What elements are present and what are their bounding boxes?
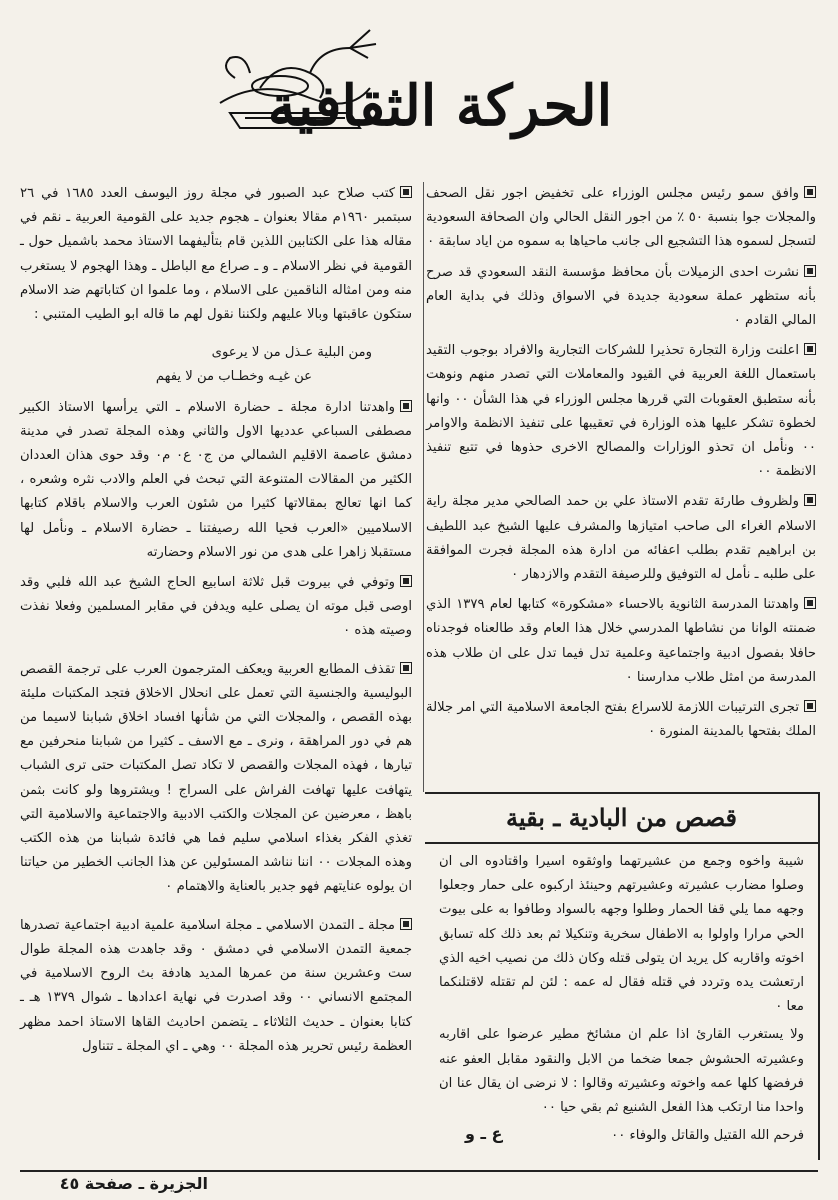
- news-item: [20, 658, 412, 900]
- verse-line: عن غيـه وخطـاب من لا يفهم: [155, 369, 312, 385]
- news-item-text: تجرى الترتيبات اللازمة للاسراع بفتح الجامعة الاسلامية التي امر جلالة الملك بفتحها بالمدينة المنورة ٠: [426, 700, 816, 740]
- news-item: [20, 914, 412, 1059]
- news-item: [426, 593, 816, 690]
- right-column: [426, 182, 816, 750]
- news-item-text: نشرت احدى الزميلات بأن محافظ مؤسسة النقد السعودي قد صرح بأنه ستظهر عملة سعودية جديدة في الاسواق وذلك في بداية العام المالي القادم ٠: [426, 264, 816, 329]
- square-bullet-icon: [804, 597, 816, 609]
- square-bullet-icon: [804, 343, 816, 355]
- news-item-text: مجلة ـ التمدن الاسلامي ـ مجلة اسلامية علمية ادبية اجتماعية تصدرها جمعية التمدن الاسلامي في دمشق ٠ وقد جاهدت هذه المجلة طوال ست وعشرين سنة من عمرها المديد هادفة بث الروح الاسلامية في المجتمع الانساني ٠٠ وقد اصدرت في نهاية اعدادها ـ شوال ١٣٧٩ هـ ـ كتابا بعنوان ـ حديث الثلاثاء ـ يتضمن احاديث القاها الاستاذ احمد مظهر العظمة رئيس تحرير هذه المجلة ٠٠ وهي ـ اي المجلة ـ تتناول: [20, 917, 413, 1054]
- square-bullet-icon: [400, 918, 412, 930]
- news-item-text: وافق سمو رئيس مجلس الوزراء على تخفيض اجور نقل الصحف والمجلات جوا بنسبة ٥٠ ٪ من اجور النقل الحالي وان الصحافة السعودية لتسجل لسموه هذا التشجيع الى جانب ماحياها به سموه من اياد سابقة ٠: [426, 186, 817, 250]
- news-item: [20, 571, 412, 644]
- story-box: [425, 792, 820, 1160]
- news-item-text: وتوفي في بيروت قبل ثلاثة اسابيع الحاج الشيخ عبد الله فلبي وقد اوصى قبل موته ان يصلى عليه ويدفن في مقابر المسلمين وفعلا نفذت وصيته هذه ٠: [20, 575, 412, 639]
- section-title: الحركة الثقافية: [267, 73, 613, 139]
- square-bullet-icon: [400, 400, 412, 412]
- story-signature: ع ـ و: [465, 1123, 503, 1143]
- square-bullet-icon: [804, 265, 816, 277]
- section-masthead: [200, 18, 660, 168]
- page-footer: [0, 1170, 838, 1200]
- square-bullet-icon: [400, 186, 412, 198]
- story-paragraph: فرحم الله القتيل والقاتل والوفاء ٠٠: [611, 1128, 804, 1144]
- news-item: [20, 396, 412, 565]
- news-item: [426, 490, 816, 587]
- poetry-verse: [20, 341, 412, 389]
- news-item: [20, 182, 412, 327]
- news-item: [426, 339, 816, 484]
- news-item-text: واهدتنا المدرسة الثانوية بالاحساء «مشكورة» كتابها لعام ١٣٧٩ الذي ضمنته الوانا من نشاطها المدرسي خلال هذا العام وقد طالعناه فوجدناه حافلا بفصول ادبية واجتماعية وعلمية تدل فيما تدل على ان طلاب هذه المدرسة من امثل طلاب مدارسنا ٠: [426, 597, 816, 685]
- news-item-text: تقذف المطابع العربية ويعكف المترجمون العرب على ترجمة القصص البوليسية والجنسية التي تعمل على انحلال الاخلاق فتجد المكتبات مليئة بهذه القصص ، والمجلات التي من شأنها افساد اخلاق شبابنا لاسيما من هم في دور المراهقة ، ونرى ـ مع الاسف ـ كثيرا من شبابنا منحرفين مع تيارها ، فهذه المجلات والقصص لا تكاد تصل المكتبات حتى ترى الشباب يتهافت عليها تهافت الفراش على السراج ! ويشتروها ولو كانت بثمن باهظ ، معرضين عن المجلات والكتب الادبية والاجتماعية والاسلامية التي تغذي الفكر بغذاء اسلامي سليم فما هي فائدة شبابنا من هذه الكتب وهذه المجلات ٠٠ اننا نناشد المسئولين عن هذا الجانب الخطير من حياتنا ان يولوه عنايتهم فهو جدير بالعناية والاهتمام ٠: [20, 661, 412, 895]
- news-item-text: واهدتنا ادارة مجلة ـ حضارة الاسلام ـ التي يرأسها الاستاذ الكبير مصطفى السباعي عدديها الاول والثاني وهذه المجلة تصدر في مدينة دمشق عاصمة الاقليم الشمالي من ج٠ ع٠ م٠ وقد حوى هذان العددان الكثير من المقالات المتنوعة التي تبحث في العلم والادب نثره وشعره ، كما انها تعالج بمقالاتها كثيرا من شئون العرب والاسلام باقلام كتابها الاسلاميين «العرب فحيا الله رصيفتنا ـ حضارة الاسلام ـ ونأمل لها مستقبلا زاهرا على هدى من نور الاسلام وحضارته: [20, 399, 413, 560]
- square-bullet-icon: [400, 662, 412, 674]
- page-number-label: الجزيرة ـ صفحة ٤٥: [59, 1174, 208, 1193]
- square-bullet-icon: [400, 575, 412, 587]
- square-bullet-icon: [804, 700, 816, 712]
- square-bullet-icon: [804, 494, 816, 506]
- news-item-text: كتب صلاح عبد الصبور في مجلة روز اليوسف العدد ١٦٨٥ في ٢٦ سبتمبر ١٩٦٠م مقالا بعنوان ـ هجوم جديد على القومية العربية ـ نقم في مقاله هذا على الكتابين اللذين قام بتأليفهما الاستاذ محمد باشميل حول ـ القومية في نظر الاسلام ـ و ـ صراع مع الباطل ـ وهذا الهجوم لا يستغرب منه ومن امثاله الناقمين على الاسلام ، وما علموا ان كتاباتهم ضد الاسلام ستكون عاقبتها وبالا عليهم ولكننا نقول لهم ما قاله ابو الطيب المتنبي :: [20, 186, 412, 323]
- news-item-text: اعلنت وزارة التجارة تحذيرا للشركات التجارية والافراد بوجوب التقيد باستعمال اللغة العربية في القيود والمعاملات التي تصدر منهم ونوهت بأنه ستطبق العقوبات التي قررها مجلس الوزراء في هذا الشأن ٠٠ وانها لخطوة تشكر عليها هذه الوزارة في تعقيبها على تنفيذ الانظمة والاوامر ٠٠ ونأمل ان تحذو الوزارات والمصالح الاخرى حذوها في تتبع تنفيذ الانظمة ٠٠: [426, 343, 816, 480]
- story-title: قصص من البادية ـ بقية: [506, 803, 737, 832]
- footer-rule: [20, 1170, 818, 1172]
- story-title-rule: [425, 842, 818, 844]
- left-column: [20, 182, 412, 1065]
- news-item: [426, 182, 816, 255]
- verse-line: ومن البلية عـذل من لا يرعوى: [211, 345, 372, 361]
- square-bullet-icon: [804, 186, 816, 198]
- news-item: [426, 696, 816, 744]
- story-paragraph: ولا يستغرب القارئ اذا علم ان مشائخ مطير عرضوا على اقاربه وعشيرته الحشوش جمعا ضخما من الابل والنقود مقابل العفو عنه فرفضها كلها عمه واخوته وعشيرته وقالوا : لا نرضى ان يقال عنا ان واحدا منا ارتكب هذا الفعل الشنيع ثم بقي حيا ٠٠: [439, 1027, 804, 1116]
- column-divider: [423, 182, 424, 792]
- story-paragraph: شيبة واخوه وجمع من عشيرتهما واوثقوه اسيرا واقتادوه الى ان وصلوا مضارب عشيرته وعشيرتهم وحينئذ اركبوه على حمار وجعلوا وجهه مما يلي قفا الحمار وطلوا وجهه بالسواد وطافوا به على بيوت الحي مرارا واولوا به الاطفال سخرية وتنكيلا ثم بعد ذلك كله تسابق اخوته واقاربه كل يريد ان يتولى قتله وكان ذلك من نصيب اخيه الذي ارتعشت يده وتردد في قتله فقال له عمه : لئن لم تقتله لاقتلنكما معا ٠: [439, 854, 804, 1015]
- news-item-text: ولظروف طارئة تقدم الاستاذ علي بن حمد الصالحي مدير مجلة راية الاسلام الغراء الى صاحب امتيازها والمشرف عليها الشيخ عبد اللطيف بن ابراهيم تقدم بطلب اعفائه من ادارة هذه المجلة فجرت الموافقة على طلبه ـ نأمل له التوفيق وللرصيفة التقدم والازدهار ٠: [426, 494, 816, 583]
- news-item: [426, 261, 816, 334]
